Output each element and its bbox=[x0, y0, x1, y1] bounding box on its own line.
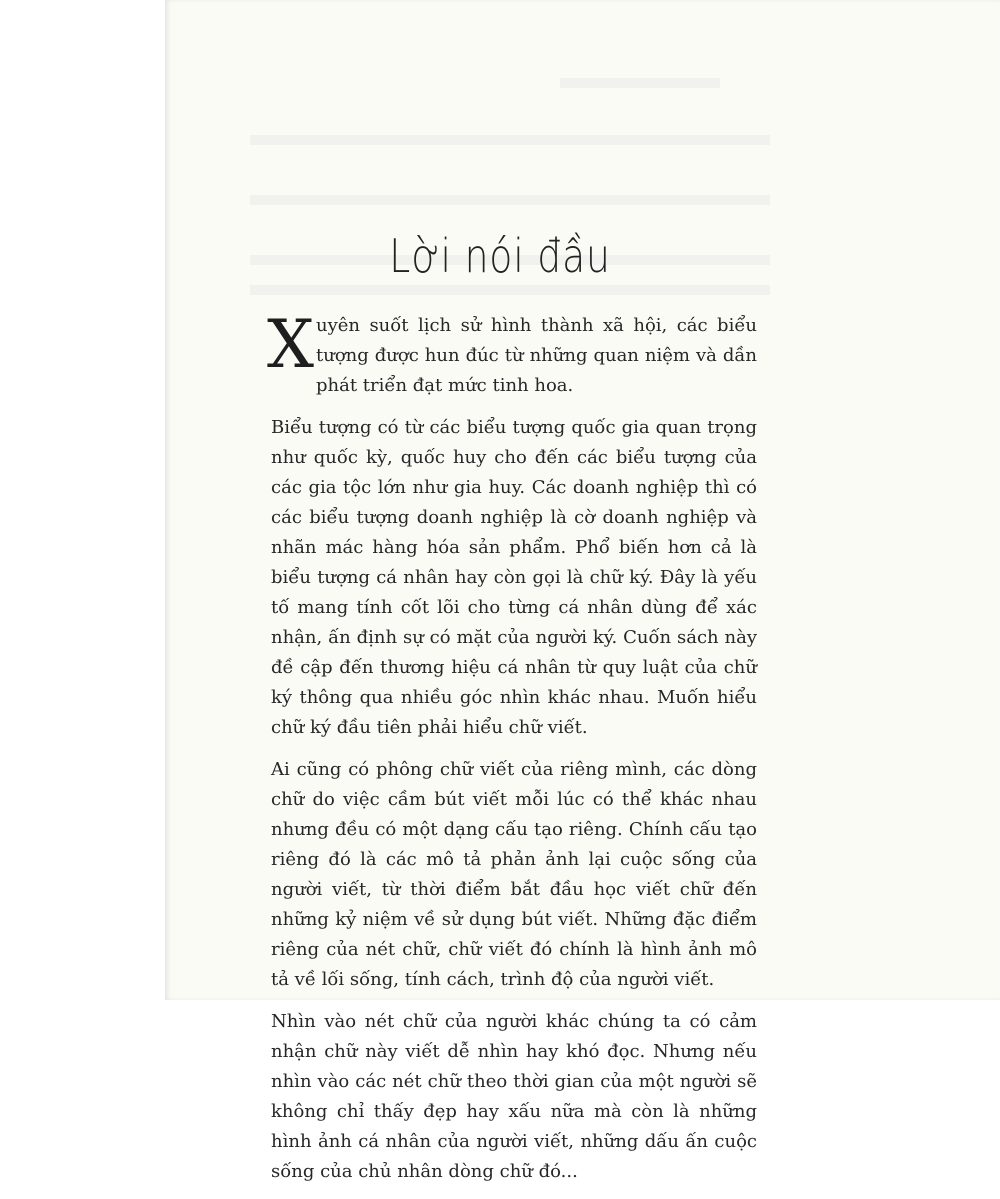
show-through-texture bbox=[560, 78, 720, 88]
show-through-texture bbox=[250, 285, 770, 295]
paragraph-4: Nhìn vào nét chữ của người khác chúng ta có cảm nhận chữ này viết dễ nhìn hay khó đọc. Nhưng nếu nhìn vào các nét chữ theo thời gian của một người sẽ không chỉ thấy đẹp hay xấu nữa mà còn là những hình ảnh cá nhân của người viết, những dấu ấn cuộc sống của chủ nhân dòng chữ đó... bbox=[271, 1011, 757, 1182]
body-text bbox=[267, 306, 757, 1199]
show-through-texture bbox=[250, 135, 770, 145]
paragraph-1 bbox=[267, 306, 757, 401]
drop-cap: X bbox=[267, 306, 314, 383]
paragraph-2: Biểu tượng có từ các biểu tượng quốc gia quan trọng như quốc kỳ, quốc huy cho đến các biểu tượng của các gia tộc lớn như gia huy. Các doanh nghiệp thì có các biểu tượng doanh nghiệp là cờ doanh nghiệp và nhãn mác hàng hóa sản phẩm. Phổ biến hơn cả là biểu tượng cá nhân hay còn gọi là chữ ký. Đây là yếu tố mang tính cốt lõi cho từng cá nhân dùng để xác nhận, ấn định sự có mặt của người ký. Cuốn sách này đề cập đến thương hiệu cá nhân từ quy luật của chữ ký thông qua nhiều góc nhìn khác nhau. Muốn hiểu chữ ký đầu tiên phải hiểu chữ viết. bbox=[271, 417, 757, 738]
paragraph-3: Ai cũng có phông chữ viết của riêng mình, các dòng chữ do việc cầm bút viết mỗi lúc có thể khác nhau nhưng đều có một dạng cấu tạo riêng. Chính cấu tạo riêng đó là các mô tả phản ảnh lại cuộc sống của người viết, từ thời điểm bắt đầu học viết chữ đến những kỷ niệm về sử dụng bút viết. Những đặc điểm riêng của nét chữ, chữ viết đó chính là hình ảnh mô tả về lối sống, tính cách, trình độ của người viết. bbox=[271, 759, 757, 990]
show-through-texture bbox=[250, 195, 770, 205]
page-title: Lời nói đầu bbox=[389, 229, 611, 283]
paragraph-1-text: uyên suốt lịch sử hình thành xã hội, các biểu tượng được hun đúc từ những quan niệm và dần phát triển đạt mức tinh hoa. bbox=[316, 315, 757, 396]
